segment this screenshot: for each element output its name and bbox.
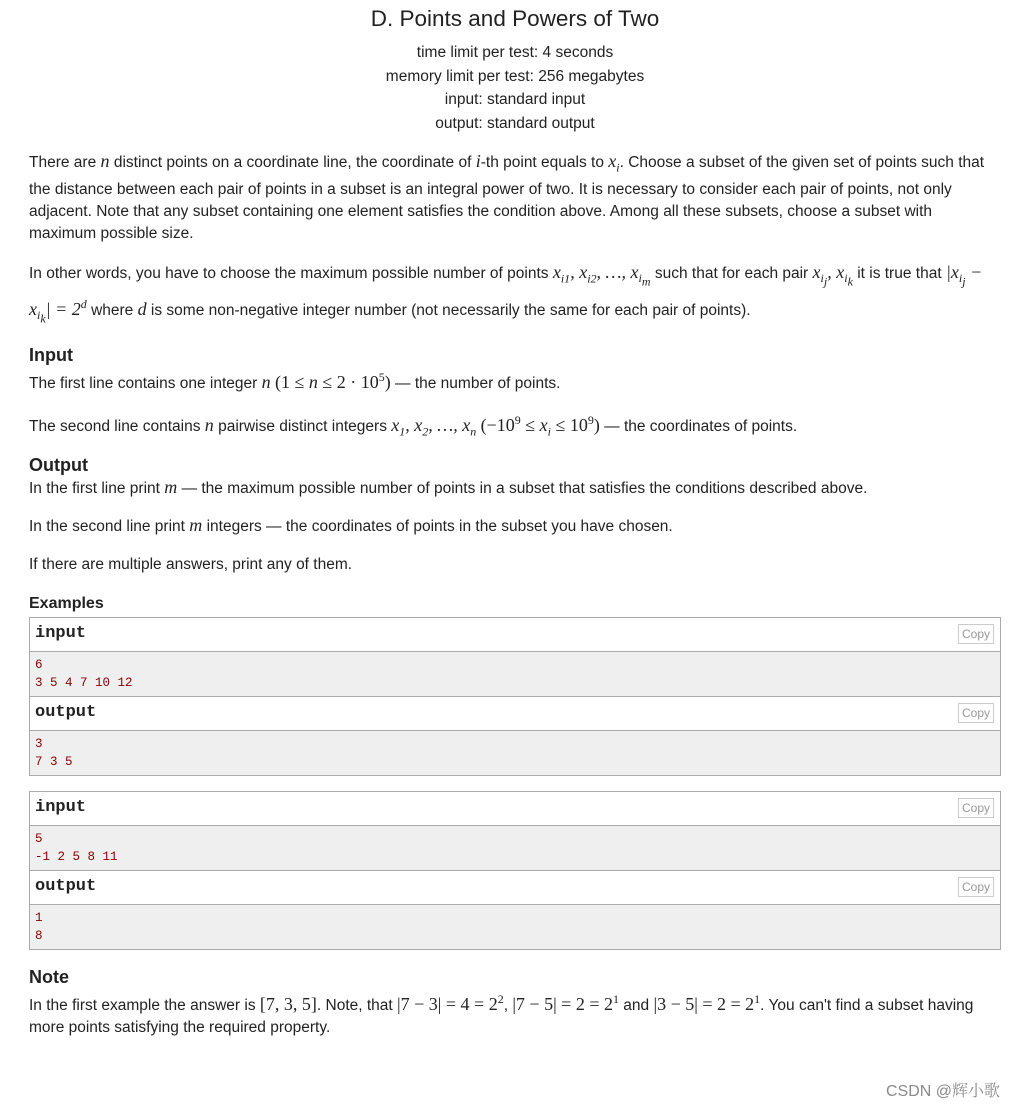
sample-output-label: output bbox=[35, 703, 97, 723]
sample-input-content: 6 3 5 4 7 10 12 bbox=[30, 652, 1000, 696]
math: i bbox=[475, 151, 481, 171]
problem-limits bbox=[29, 41, 1001, 135]
copy-button[interactable]: Copy bbox=[958, 624, 994, 644]
time-limit: time limit per test: 4 seconds bbox=[416, 44, 614, 61]
input-section-title: Input bbox=[29, 344, 73, 365]
input-file: input: standard input bbox=[444, 91, 586, 108]
sample-input bbox=[30, 792, 1000, 870]
math: n bbox=[204, 414, 214, 435]
math: $|7 - 3| = 4 = 2^2$ bbox=[397, 992, 504, 1015]
copy-button[interactable]: Copy bbox=[958, 798, 994, 818]
note-paragraph: In the first example the answer is [7, 3, 5]. Note, that $|7 - 3| = 4 = 2^2$, $|7 - 5| = 2 = 2^1$ and $|3 - 5| = 2 = 2^1$. You can't find a subset having more points satisfying the required property. bbox=[29, 992, 974, 1037]
math: $(-10^9 \le x_i \le 10^9)$ bbox=[480, 412, 600, 439]
output-file: output: standard output bbox=[435, 114, 595, 132]
copy-button[interactable]: Copy bbox=[958, 703, 994, 723]
math: $x_{i_j}$, $x_{i_k}$ bbox=[812, 261, 853, 289]
output-paragraph-3: If there are multiple answers, print any of them. bbox=[29, 556, 353, 574]
math: $(1 \le n \le 2 \cdot 10^5)$ bbox=[274, 369, 391, 392]
copy-button[interactable]: Copy bbox=[958, 877, 994, 897]
input-paragraph-2: The second line contains n pairwise distinct integers $x_1$, $x_2$, …, $x_n$ $(-10^9 \le x_i \le 10^9)$ — the coordinates of points. bbox=[29, 412, 798, 439]
watermark: CSDN @辉小歌 bbox=[885, 1083, 1000, 1100]
sample-output-label: output bbox=[35, 877, 97, 897]
math: $|x_{i_j} - x_{i_k}| = 2^d$ bbox=[29, 261, 983, 326]
sample-output bbox=[30, 870, 1000, 949]
legend-paragraph-1: There are n distinct points on a coordinate line, the coordinate of i-th point equals to $x_i$. Choose a subset of the given set of points such that the distance between each pair of points in a subset is an integral power of two. It is necessary to consider each pair of points, not only adjacent. Note that any subset containing one element satisfies the condition above. Among all these subsets, choose a subset with maximum possible size. bbox=[29, 151, 985, 242]
math: $|7 - 5| = 2 = 2^1$ bbox=[512, 992, 619, 1015]
sample-input-label: input bbox=[35, 798, 87, 818]
sample-output bbox=[30, 696, 1000, 775]
output-paragraph-2: In the second line print m integers — the coordinates of points in the subset you have chosen. bbox=[29, 515, 673, 536]
math: [7, 3, 5] bbox=[259, 994, 317, 1015]
sample-input-label: input bbox=[35, 624, 87, 644]
sample-test-2 bbox=[29, 791, 1001, 950]
math: n bbox=[100, 151, 110, 171]
math: $x_{i1}$, $x_{i2}$, …, $x_{i_m}$ bbox=[552, 261, 651, 289]
legend-paragraph-2: In other words, you have to choose the maximum possible number of points $x_{i1}$, $x_{i2}$, …, $x_{i_m}$ such that for each pair $x_{i_j}$, $x_{i_k}$ it is true that $|x_{i_j} - x_{i_k}| = 2^d$ where d is some non-negative integer number (not necessarily the same for each pair of points). bbox=[29, 261, 983, 326]
math: $x_1$, $x_2$, …, $x_n$ bbox=[391, 414, 477, 439]
math: m bbox=[189, 515, 203, 536]
problem-statement bbox=[29, 0, 1001, 1039]
note-title: Note bbox=[29, 967, 69, 988]
math: $x_i$ bbox=[608, 151, 620, 175]
sample-input-content: 5 -1 2 5 8 11 bbox=[30, 826, 1000, 870]
math: n bbox=[261, 371, 271, 392]
problem-title: D. Points and Powers of Two bbox=[370, 6, 660, 31]
input-paragraph-1: The first line contains one integer n $(1 \le n \le 2 \cdot 10^5)$ — the number of points. bbox=[29, 369, 561, 392]
sample-output-content: 1 8 bbox=[30, 905, 1000, 949]
output-section-title: Output bbox=[29, 455, 88, 476]
output-paragraph-1: In the first line print m — the maximum possible number of points in a subset that satisfies the conditions described above. bbox=[29, 477, 868, 498]
math: d bbox=[137, 298, 147, 319]
memory-limit: memory limit per test: 256 megabytes bbox=[385, 67, 645, 85]
examples-title: Examples bbox=[29, 595, 104, 613]
sample-test-1 bbox=[29, 617, 1001, 776]
sample-input bbox=[30, 618, 1000, 696]
math: m bbox=[164, 477, 178, 498]
math: $|3 - 5| = 2 = 2^1$ bbox=[653, 992, 761, 1015]
sample-output-content: 3 7 3 5 bbox=[30, 731, 1000, 775]
